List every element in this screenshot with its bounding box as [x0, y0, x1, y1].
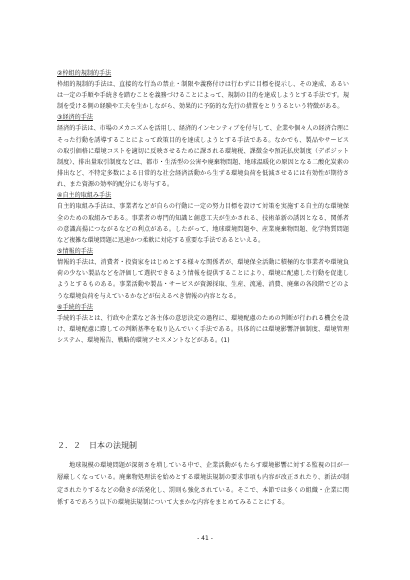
- section-heading-voluntary-method: ④自主的取組み手法: [57, 192, 112, 200]
- method-sections: [57, 68, 349, 346]
- chapter-body-block: [57, 460, 349, 510]
- section-body-information-method: 情報的手法は、消費者・投資家をはじめとする様々な関係者が、環境保全活動に積極的な事業者や環境負荷の少ない製品などを評価して選択できるよう情報を提供することにより、環境に配慮した行動を促進しようとするものある。事業活動や製品・サービスが資源採取、生産、流通、消費、廃棄の各段階でどのような環境負荷を与えているかなどが伝えるべき情報の内容となる。: [57, 259, 349, 300]
- section-heading-procedural-method: ⑥手続的手法: [57, 303, 93, 311]
- section-heading-economic-method: ③経済的手法: [57, 114, 93, 122]
- section-body-framework-regulation: 枠組的規制的手法は、直接的な行為の禁止・制限や義務付けは行わずに目標を提示し、その達成、あるいは一定の手順や手続きを踏むことを義務づけることによって、規制の目的を達成しようとする手法です。規制を受ける側の経験や工夫を生かしながら、効果的に予防的な先行の措置をとりうるという特徴がある。: [57, 81, 349, 111]
- section-body-voluntary-method: 自主的取組み手法は、事業者などが自らの行動に一定の努力目標を設けて対策を実施する自主的な環境保全のための取組みである。事業者の専門的知識と創意工夫が生かされる、技術革新の誘因となる、関係者の意識高揚につながるなどの利点がある。したがって、地球環境問題や、産業廃棄物問題、化学物質問題など複雑な環境問題に迅速かつ柔軟に対応する重要な手法であるといえる。: [57, 203, 349, 244]
- section-heading-information-method: ⑤情報的手法: [57, 248, 93, 256]
- chapter-heading: ２．２ 日本の法規制: [57, 441, 137, 450]
- section-body-procedural-method: 手続的手法とは、行政や企業など各主体の意思決定の過程に、環境配慮のための判断が行われる機会を設け、環境配慮に際しての判断基準を取り込んでいく手法である。具体的には環境影響評価制度、環境管理システム、環境報告、戦略的環境アセスメントなどがある。(1): [57, 314, 349, 344]
- section-body-economic-method: 経済的手法は、市場のメカニズムを活用し、経済的インセンティブを付与して、企業や個々人の経済合理にそった行動を誘導することによって政策目的を達成しようとする手法である。なかでも、製品やサービスの取引価格に環境コストを適切に反映させるために課される環境税、課徴金や預託払戻制度（デポジット制度）、排出量取引制度などは、都市・生活型の公害や廃棄物問題、地球温暖化の原因となる二酸化炭素の排出など、不特定多数による日常的な社会経済活動から生ずる環境負荷を低減させるには有効性が期待され、また資源の効率的配分にも寄与する。: [57, 125, 349, 189]
- section-heading-framework-regulation: ②枠組的規制的手法: [57, 70, 112, 77]
- page-number: - 41 -: [197, 535, 213, 542]
- chapter-body: 地球規模の環境問題が深刻さを増している中で、企業活動がもたらす環境影響に対する監視の目が一層厳しくなっている。廃棄物処理法を始めとする環境法規制の要求事項も内容が改正されたり、新法が制定されたりするなどの動きが活発化し、罰則も強化されている。そこで、本節では多くの組織・企業に関係するであろう以下の環境法規制について大まかな内容をまとめてみることにする。: [57, 462, 349, 507]
